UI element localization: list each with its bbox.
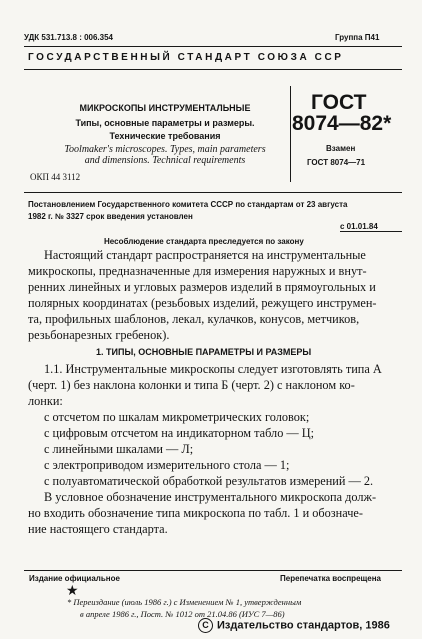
section-line: (черт. 1) без наклона колонки и типа Б (черт. 2) с наклоном ко- xyxy=(28,378,355,392)
decree-rule-top xyxy=(24,192,402,193)
copyright xyxy=(198,618,390,633)
gost-number: 8074—82* xyxy=(292,112,392,135)
section-line: но входить обозначение типа микроскопа по табл. 1 и обозначе- xyxy=(28,506,363,520)
copyright-icon: С xyxy=(198,618,213,633)
section-line: с цифровым отсчетом на индикаторном табло — Ц; xyxy=(44,426,315,440)
product-title: МИКРОСКОПЫ ИНСТРУМЕНТАЛЬНЫЕ xyxy=(79,103,251,113)
reprint-prohibited-label: Перепечатка воспрещена xyxy=(280,574,381,583)
product-subtitle-2: Технические требования xyxy=(109,131,221,141)
english-title: Toolmaker's microscopes. Types, main parameters xyxy=(64,144,266,155)
header-rule-bottom xyxy=(24,69,402,70)
effective-date: с 01.01.84 xyxy=(340,222,378,231)
replaces-label: Взамен xyxy=(326,144,356,153)
non-compliance-notice: Несоблюдение стандарта преследуется по закону xyxy=(104,237,304,246)
reissue-note: * Переиздание (июль 1986 г.) с Изменением № 1, утвержденным xyxy=(67,597,302,607)
section-line: В условное обозначение инструментального микроскопа долж- xyxy=(44,490,377,504)
header-rule-top xyxy=(24,46,402,47)
intro-line: микроскопы, предназначенные для измерения наружных и внут- xyxy=(28,264,367,278)
group-code: Группа П41 xyxy=(335,33,380,42)
section-line: ние настоящего стандарта. xyxy=(28,522,168,536)
product-subtitle: Типы, основные параметры и размеры. xyxy=(75,118,255,128)
decree-line-1: Постановлением Государственного комитета СССР по стандартам от 23 августа xyxy=(28,200,348,209)
effective-date-underline xyxy=(340,231,402,232)
replaced-gost: ГОСТ 8074—71 xyxy=(307,158,366,167)
intro-line: резьбонарезных гребенок). xyxy=(28,328,170,342)
reissue-note-2: в апреле 1986 г., Пост. № 1012 от 21.04.86 (ИУС 7—86) xyxy=(80,609,285,619)
intro-line: полярных координатах (резьбовых изделий, режущего инструмен- xyxy=(28,296,377,310)
udk-code: УДК 531.713.8 : 006.354 xyxy=(24,33,113,42)
okp-code: ОКП 44 3112 xyxy=(30,172,81,182)
intro-line: Настоящий стандарт распространяется на инструментальные xyxy=(44,248,366,262)
section-line: с полуавтоматической обработкой результатов измерений — 2. xyxy=(44,474,374,488)
section-title: 1. ТИПЫ, ОСНОВНЫЕ ПАРАМЕТРЫ И РАЗМЕРЫ xyxy=(96,347,312,357)
official-edition-label: Издание официальное xyxy=(29,574,120,583)
star-icon: ★ xyxy=(66,584,79,599)
section-line: 1.1. Инструментальные микроскопы следует изготовлять типа А xyxy=(44,362,382,376)
section-line: с отсчетом по шкалам микрометрических головок; xyxy=(44,410,310,424)
decree-line-2: 1982 г. № 3327 срок введения установлен xyxy=(28,212,193,221)
title-block-divider xyxy=(290,86,291,182)
state-standard-banner: ГОСУДАРСТВЕННЫЙ СТАНДАРТ СОЮЗА ССР xyxy=(28,52,344,63)
section-line: с линейными шкалами — Л; xyxy=(44,442,194,456)
section-line: лонки: xyxy=(28,394,63,408)
intro-line: та, профильных шаблонов, лекал, кулачков, конусов, метчиков, xyxy=(28,312,360,326)
copyright-text: Издательство стандартов, 1986 xyxy=(217,619,390,632)
english-title-2: and dimensions. Technical requirements xyxy=(84,155,246,166)
intro-line: ренних линейных и угловых размеров изделий в прямоугольных и xyxy=(28,280,376,294)
section-line: с электроприводом измерительного стола — 1; xyxy=(44,458,290,472)
gost-label: ГОСТ xyxy=(311,91,367,114)
footer-rule xyxy=(24,570,402,571)
